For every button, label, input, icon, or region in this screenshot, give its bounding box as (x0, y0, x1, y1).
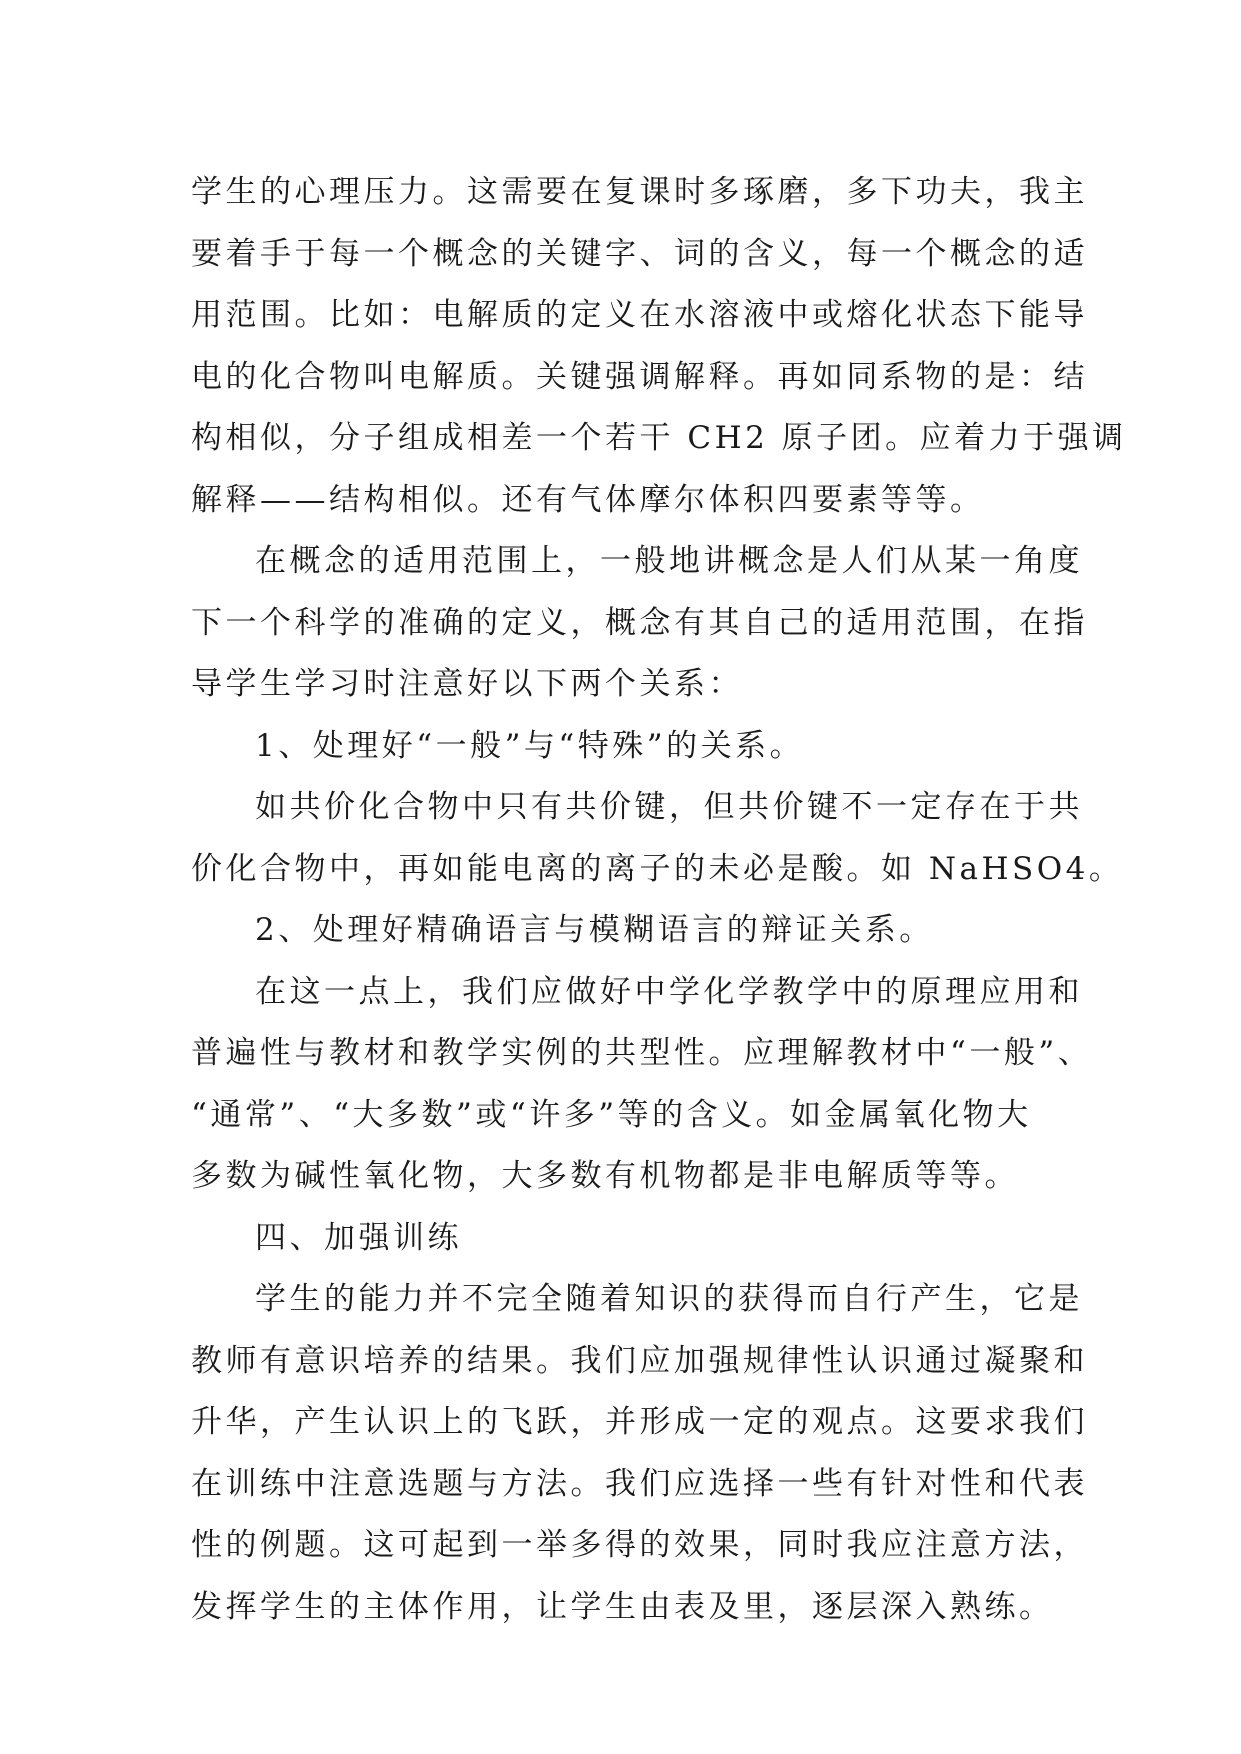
text-line: 构相似，分子组成相差一个若干 CH2 原子团。应着力于强调 (191, 420, 1127, 456)
text-line: 电的化合物叫电解质。关键强调解释。再如同系物的是：结 (191, 358, 1088, 395)
text-line: 在训练中注意选题与方法。我们应选择一些有针对性和代表 (191, 1465, 1088, 1502)
list-item-heading: 1、处理好“一般”与“特殊”的关系。 (255, 727, 805, 764)
text-line: 解释——结构相似。还有气体摩尔体积四要素等等。 (191, 481, 985, 518)
text-line: 教师有意识培养的结果。我们应加强规律性认识通过凝聚和 (191, 1342, 1088, 1379)
text-line: 导学生学习时注意好以下两个关系： (191, 666, 743, 702)
text-line: 学生的心理压力。这需要在复课时多琢磨，多下功夫，我主 (191, 174, 1088, 210)
text-line: 下一个科学的准确的定义，概念有其自己的适用范围，在指 (191, 604, 1088, 641)
text-line: 价化合物中，再如能电离的离子的未必是酸。如 NaHSO4。 (191, 850, 1124, 887)
paragraph-first-line: 如共价化合物中只有共价键，但共价键不一定存在于共 (255, 789, 1083, 825)
text-line: 要着手于每一个概念的关键字、词的含义，每一个概念的适 (191, 235, 1088, 272)
text-line: 升华，产生认识上的飞跃，并形成一定的观点。这要求我们 (191, 1404, 1088, 1440)
body-text (191, 162, 1127, 1638)
text-line: “通常”、“大多数”或“许多”等的含义。如金属氧化物大 (191, 1096, 1032, 1133)
list-item-heading: 2、处理好精确语言与模糊语言的辩证关系。 (255, 912, 934, 948)
text-line: 普遍性与教材和教学实例的共型性。应理解教材中“一般”、 (191, 1035, 1093, 1071)
paragraph-first-line: 在这一点上，我们应做好中学化学教学中的原理应用和 (255, 973, 1083, 1010)
section-heading: 四、加强训练 (255, 1219, 462, 1256)
text-line: 多数为碱性氧化物，大多数有机物都是非电解质等等。 (191, 1158, 1019, 1194)
paragraph-first-line: 在概念的适用范围上，一般地讲概念是人们从某一角度 (255, 543, 1083, 579)
text-line: 性的例题。这可起到一举多得的效果，同时我应注意方法， (191, 1527, 1088, 1563)
text-line: 用范围。比如：电解质的定义在水溶液中或熔化状态下能导 (191, 297, 1088, 333)
paragraph-first-line: 学生的能力并不完全随着知识的获得而自行产生，它是 (255, 1281, 1083, 1317)
text-line: 发挥学生的主体作用，让学生由表及里，逐层深入熟练。 (191, 1588, 1054, 1625)
